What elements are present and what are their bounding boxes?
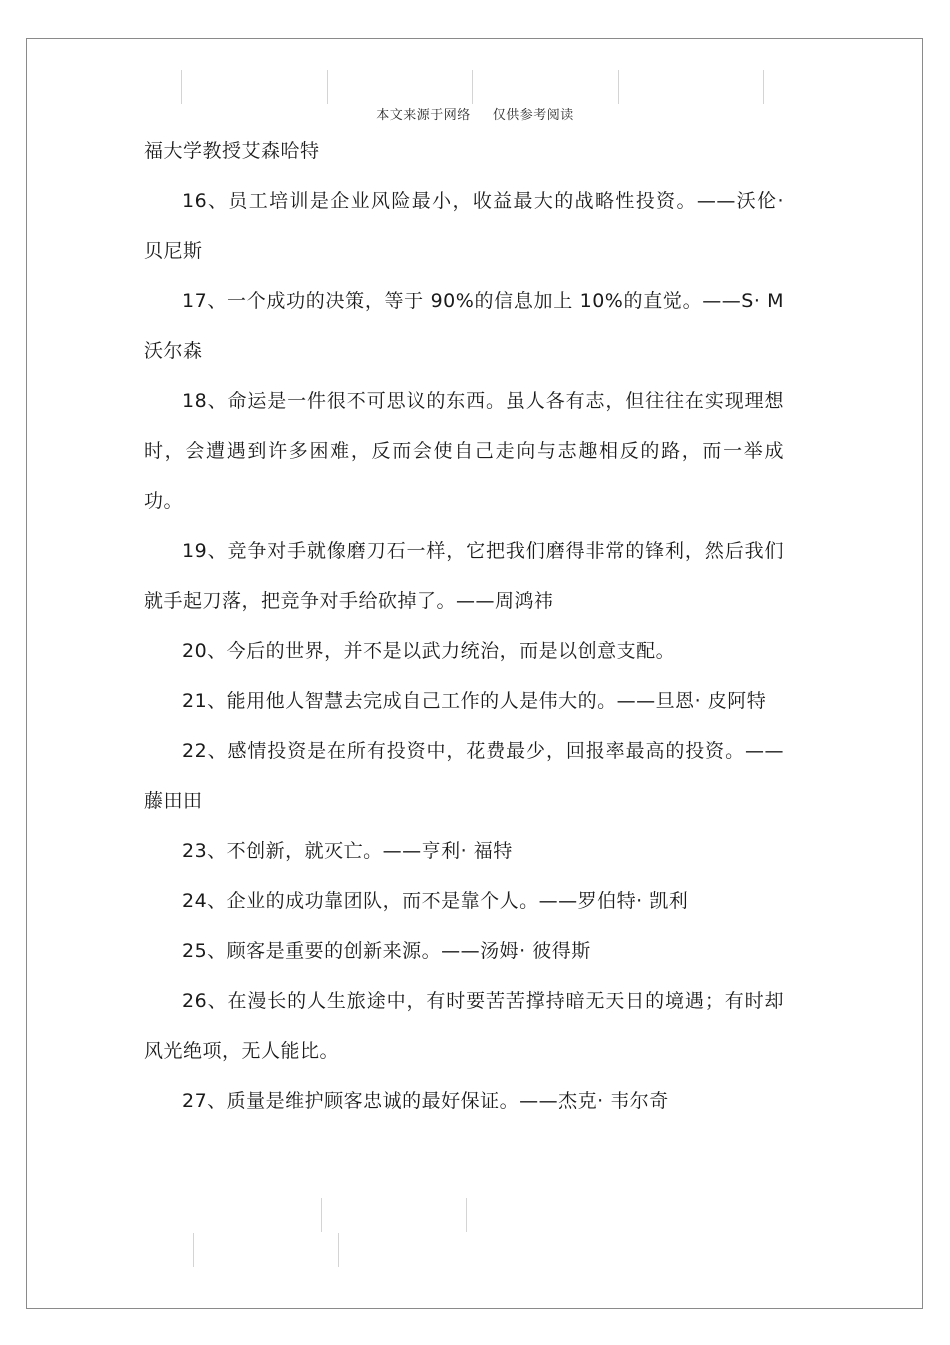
header-source: 本文来源于网络 xyxy=(376,108,471,123)
paragraph-18: 18、命运是一件很不可思议的东西。虽人各有志，但往往在实现理想时，会遭遇到许多困难，反而会使自己走向与志趣相反的路，而一举成功。 xyxy=(144,390,784,512)
paragraph-20: 20、今后的世界，并不是以武力统治，而是以创意支配。 xyxy=(182,640,676,662)
top-tick-1 xyxy=(181,70,182,104)
paragraph-17: 17、一个成功的决策，等于 90%的信息加上 10%的直觉。——S· M 沃尔森 xyxy=(144,290,784,362)
bottom-tick-2 xyxy=(466,1198,467,1232)
top-tick-5 xyxy=(763,70,764,104)
document-body xyxy=(144,126,784,1126)
top-tick-4 xyxy=(618,70,619,104)
paragraph-22: 22、感情投资是在所有投资中，花费最少，回报率最高的投资。——藤田田 xyxy=(144,740,784,812)
paragraph-25: 25、顾客是重要的创新来源。——汤姆· 彼得斯 xyxy=(182,940,591,962)
bottom-tick-3 xyxy=(193,1233,194,1267)
top-tick-3 xyxy=(472,70,473,104)
paragraph-19: 19、竞争对手就像磨刀石一样，它把我们磨得非常的锋利，然后我们就手起刀落，把竞争对手给砍掉了。——周鸿祎 xyxy=(144,540,784,612)
paragraph-27: 27、质量是维护顾客忠诚的最好保证。——杰克· 韦尔奇 xyxy=(182,1090,669,1112)
paragraph-24: 24、企业的成功靠团队，而不是靠个人。——罗伯特· 凯利 xyxy=(182,890,689,912)
paragraph-21: 21、能用他人智慧去完成自己工作的人是伟大的。——旦恩· 皮阿特 xyxy=(182,690,767,712)
header-disclaimer: 仅供参考阅读 xyxy=(492,108,574,123)
paragraph-continued: 福大学教授艾森哈特 xyxy=(144,140,320,162)
paragraph-26: 26、在漫长的人生旅途中，有时要苦苦撑持暗无天日的境遇；有时却风光绝项，无人能比。 xyxy=(144,990,784,1062)
page-header xyxy=(0,104,950,123)
paragraph-16: 16、员工培训是企业风险最小，收益最大的战略性投资。——沃伦· 贝尼斯 xyxy=(144,190,784,262)
bottom-tick-4 xyxy=(338,1233,339,1267)
top-tick-2 xyxy=(327,70,328,104)
bottom-tick-1 xyxy=(321,1198,322,1232)
paragraph-23: 23、不创新，就灭亡。——亨利· 福特 xyxy=(182,840,513,862)
